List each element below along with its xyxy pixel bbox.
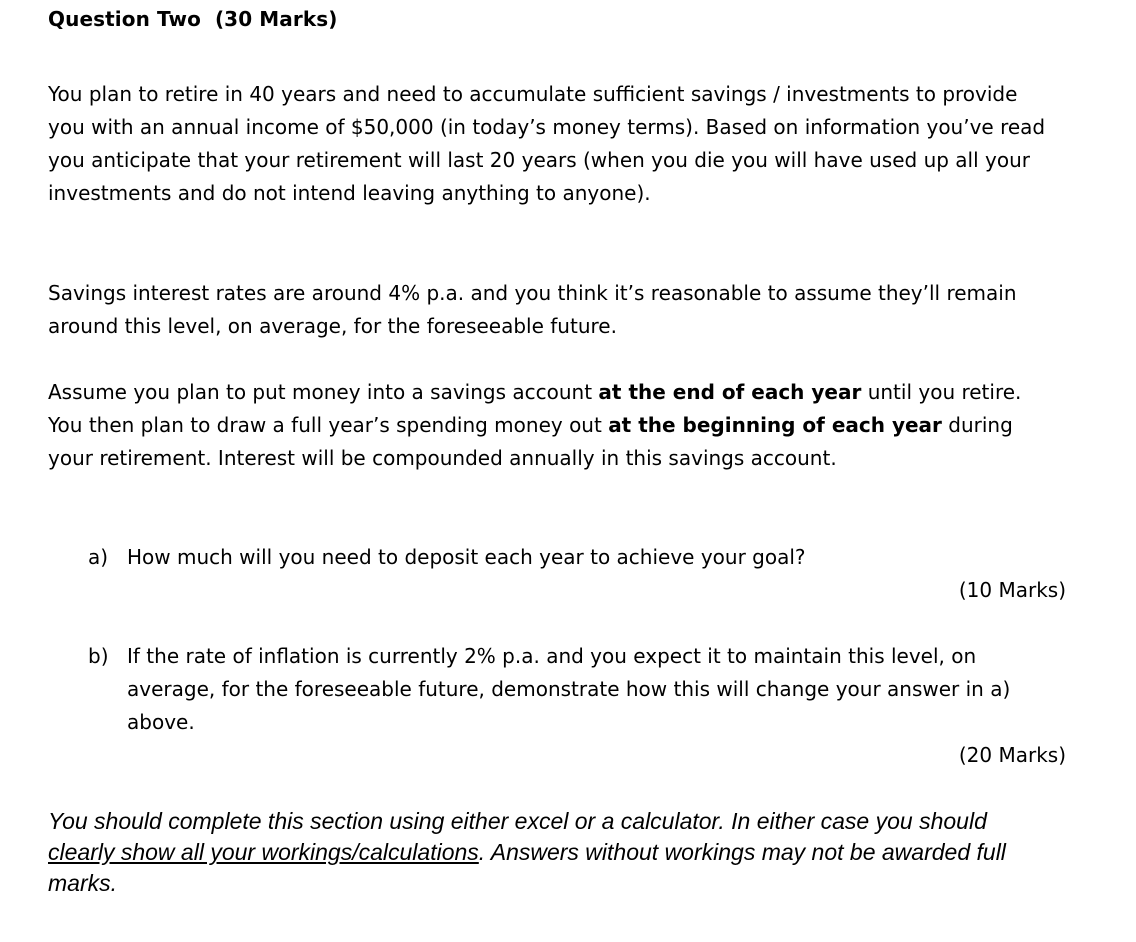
- assumptions-bold-1: at the end of each year: [598, 380, 862, 404]
- question-a-text: How much will you need to deposit each year to achieve your goal?: [127, 545, 806, 569]
- question-b-marks: (20 Marks): [958, 743, 1066, 767]
- question-b-label: b): [88, 644, 109, 668]
- question-a-marks: (10 Marks): [958, 578, 1066, 602]
- question-title: [48, 4, 337, 34]
- question-b: [88, 640, 1058, 739]
- assumptions-text-2: until you retire. You then plan to draw a full year’s spending money out: [48, 380, 1022, 437]
- interest-rate-paragraph: Savings interest rates are around 4% p.a. and you think it’s reasonable to assume they’ll remain around this level, on average, for the foreseeable future.: [48, 281, 1017, 338]
- assumptions-text-3: during your retirement. Interest will be compounded annually in this savings account.: [48, 413, 1013, 470]
- scenario-paragraph: You plan to retire in 40 years and need to accumulate sufficient savings / investments to provide you with an annual income of $50,000 (in today’s money terms). Based on information you’ve read you anticipate that your retirement will last 20 years (when you die you will have used up all your investments and do not intend leaving anything to anyone).: [48, 82, 1046, 205]
- instructions-note: [48, 806, 1048, 899]
- note-text-2: . Answers without workings may not be awarded full marks.: [48, 839, 1006, 896]
- assumptions-bold-2: at the beginning of each year: [608, 413, 942, 437]
- assumptions-text-1: Assume you plan to put money into a savings account: [48, 380, 599, 404]
- question-a-label: a): [88, 545, 109, 569]
- question-total-marks: (30 Marks): [214, 7, 338, 31]
- assumptions-paragraph: [48, 376, 1058, 475]
- note-text-1: You should complete this section using either excel or a calculator. In either case you should: [48, 808, 987, 834]
- question-b-text: If the rate of inflation is currently 2% p.a. and you expect it to maintain this level, on average, for the foreseeable future, demonstrate how this will change your answer in a) above.: [127, 644, 1011, 734]
- note-underlined: clearly show all your workings/calculations: [48, 839, 479, 865]
- question-title-label: Question Two: [48, 7, 201, 31]
- question-a: [88, 541, 1068, 574]
